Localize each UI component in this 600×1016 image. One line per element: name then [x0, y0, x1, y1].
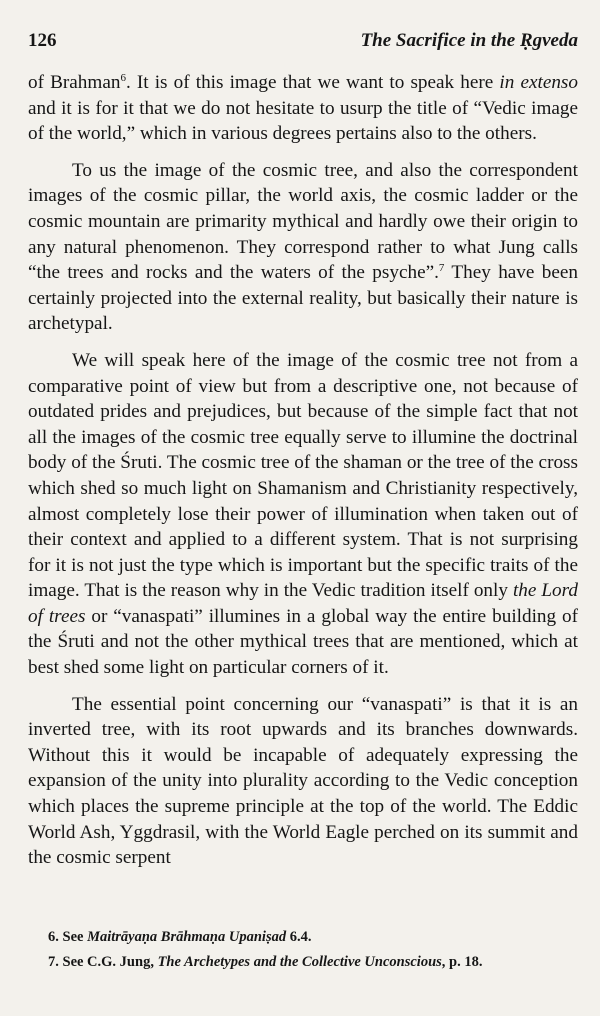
italic-text: The Archetypes and the Collective Unconscious [157, 954, 442, 970]
text-run: , p. 18. [441, 954, 483, 970]
italic-text: Maitrāyaṇa Brāhmaṇa Upaniṣad [87, 929, 287, 945]
italic-text: in extenso [499, 72, 578, 93]
text-run: of Brahman [28, 72, 121, 93]
text-run: To us the image of the cosmic tree, and also the correspondent images of the cosmic pillar, the world axis, the cosmic ladder or the cosmic mountain are primarity mythical and hardly owe their origin to any natural phenomenon. They correspond rather to what Jung calls “the trees and rocks and the waters of the psyche”. [28, 159, 578, 284]
page-header [28, 30, 578, 56]
running-title: The Sacrifice in the Ṛgveda [360, 30, 578, 51]
text-run: They have been certainly projected into the external reality, but basically their nature is archetypal. [28, 262, 578, 335]
body-text [28, 70, 578, 882]
text-run: . It is of this image that we want to speak here [125, 72, 500, 93]
paragraph [28, 692, 578, 871]
paragraph [28, 158, 578, 337]
footnote-ref: 6 [120, 72, 126, 84]
footnote-ref: 7 [438, 262, 445, 275]
page-number: 126 [28, 30, 57, 51]
paragraph [28, 348, 578, 681]
text-run: We will speak here of the image of the cosmic tree not from a comparative point of view but from a descriptive one, not because of outdated prides and prejudices, but because of the simple fact that not all the images of the cosmic tree equally serve to illumine the doctrinal body of the Śruti. The cosmic tree of the shaman or the tree of the cross which shed so much light on Shamanism and Christianity respectively, almost completely lose their power of illumination when taken out of their context and applied to a different system. That is not surprising for it is not just the type which is important but the specific traits of the image. That is the reason why in the Vedic tradition itself only [28, 349, 578, 602]
footnote [28, 925, 578, 950]
text-run: 7. See C.G. Jung, [48, 954, 158, 970]
italic-text: the Lord of trees [28, 580, 578, 627]
text-run: or “vanaspati” illumines in a global way the entire building of the Śruti and not the other mythical trees that are mentioned, which at best shed some light on particular corners of it. [28, 605, 579, 679]
footnotes [28, 925, 578, 975]
text-run: 6.4. [286, 929, 312, 945]
text-run: and it is for it that we do not hesitate to usurp the title of “Vedic image of the world,” which in various degrees pertains also to the others. [28, 97, 578, 145]
text-run: The essential point concerning our “vanaspati” is that it is an inverted tree, with its root upwards and its branches downwards. Without this it would be incapable of adequately expressing the expansion of the unity into plurality according to the Vedic conception which places the supreme principle at the top of the world. The Eddic World Ash, Yggdrasil, with the World Eagle perched on its summit and the cosmic serpent [28, 693, 578, 869]
footnote [28, 950, 578, 975]
text-run: 6. See [48, 929, 88, 945]
paragraph [28, 70, 578, 147]
